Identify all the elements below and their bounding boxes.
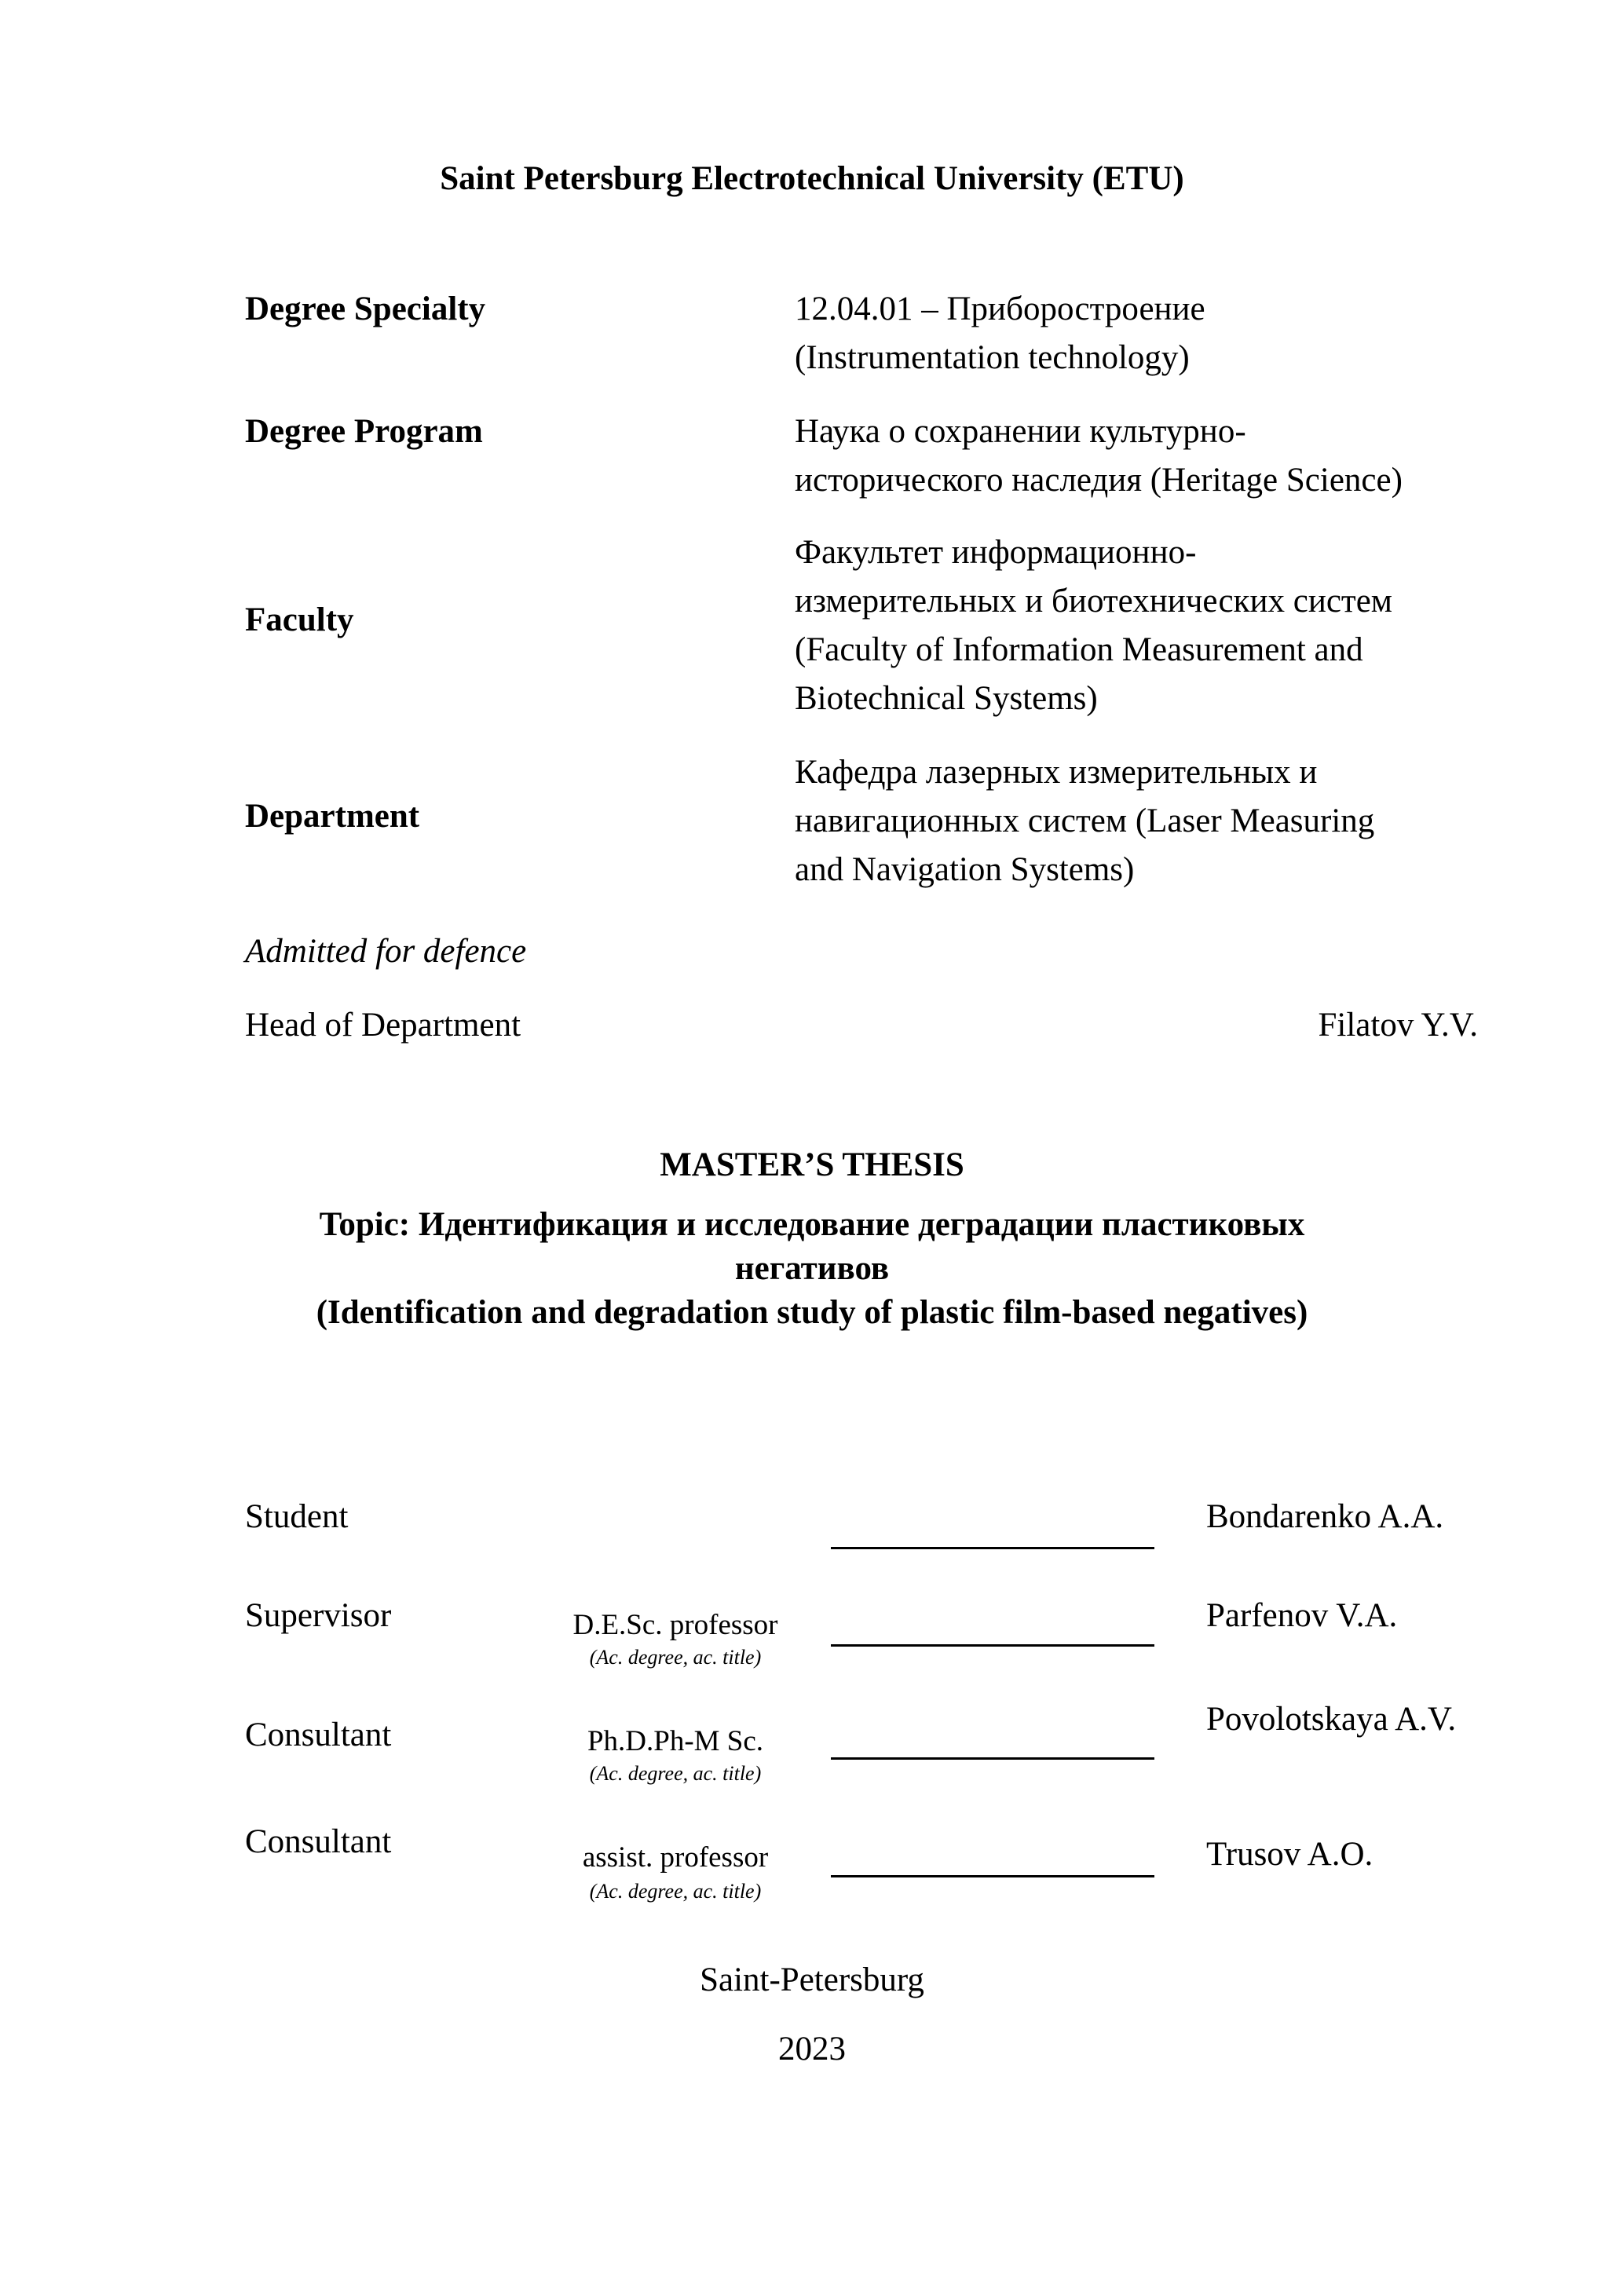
faculty-value-line: (Faculty of Information Measurement and: [795, 631, 1363, 668]
degree-specialty-label: Degree Specialty: [245, 291, 486, 327]
signatory-role: Student: [245, 1498, 349, 1535]
signatory-rank: assist. professor: [582, 1841, 769, 1874]
admitted-note: Admitted for defence: [245, 933, 527, 970]
faculty-label: Faculty: [245, 601, 354, 638]
signature-line: [831, 1875, 1154, 1877]
signatory-name: Bondarenko A.A.: [1206, 1498, 1444, 1535]
year: 2023: [778, 2031, 846, 2067]
department-value-line: Кафедра лазерных измерительных и: [795, 754, 1318, 791]
signature-line: [831, 1644, 1154, 1647]
signatory-role: Supervisor: [245, 1597, 392, 1634]
city: Saint-Petersburg: [700, 1961, 924, 1998]
thesis-topic-line: негативов: [734, 1250, 890, 1287]
department-value-line: and Navigation Systems): [795, 851, 1135, 888]
signatory-rank: D.E.Sc. professor: [572, 1609, 778, 1641]
thesis-topic-english: (Identification and degradation study of plastic film-based negatives): [316, 1294, 1308, 1331]
signatory-rank: Ph.D.Ph-M Sc.: [587, 1725, 764, 1757]
degree-specialty-value-line: (Instrumentation technology): [795, 339, 1190, 376]
signatory-rank-caption: (Ac. degree, ac. title): [589, 1646, 762, 1669]
thesis-topic-line: Topic: Идентификация и исследование деградации пластиковых: [319, 1206, 1305, 1243]
university-title: Saint Petersburg Electrotechnical University (ETU): [440, 160, 1184, 197]
signatory-role: Consultant: [245, 1717, 392, 1753]
department-label: Department: [245, 798, 420, 835]
signature-line: [831, 1547, 1154, 1549]
degree-specialty-value-line: 12.04.01 – Приборостроение: [795, 291, 1205, 327]
department-value-line: навигационных систем (Laser Measuring: [795, 803, 1375, 839]
signatory-name: Trusov A.O.: [1206, 1836, 1373, 1873]
degree-program-label: Degree Program: [245, 413, 483, 450]
head-of-department-name: Filatov Y.V.: [1318, 1007, 1478, 1044]
faculty-value-line: измерительных и биотехнических систем: [795, 583, 1393, 620]
degree-program-value-line: Наука о сохранении культурно-: [795, 413, 1246, 450]
signatory-role: Consultant: [245, 1823, 392, 1860]
signatory-name: Povolotskaya A.V.: [1206, 1701, 1457, 1738]
thesis-type: MASTER’S THESIS: [660, 1146, 964, 1183]
faculty-value-line: Biotechnical Systems): [795, 680, 1098, 717]
signatory-name: Parfenov V.A.: [1206, 1597, 1398, 1634]
faculty-value-line: Факультет информационно-: [795, 534, 1197, 571]
signatory-rank-caption: (Ac. degree, ac. title): [589, 1880, 762, 1903]
signatory-rank-caption: (Ac. degree, ac. title): [589, 1762, 762, 1785]
degree-program-value-line: исторического наследия (Heritage Science): [795, 462, 1403, 499]
signature-line: [831, 1757, 1154, 1760]
head-of-department-label: Head of Department: [245, 1007, 521, 1044]
